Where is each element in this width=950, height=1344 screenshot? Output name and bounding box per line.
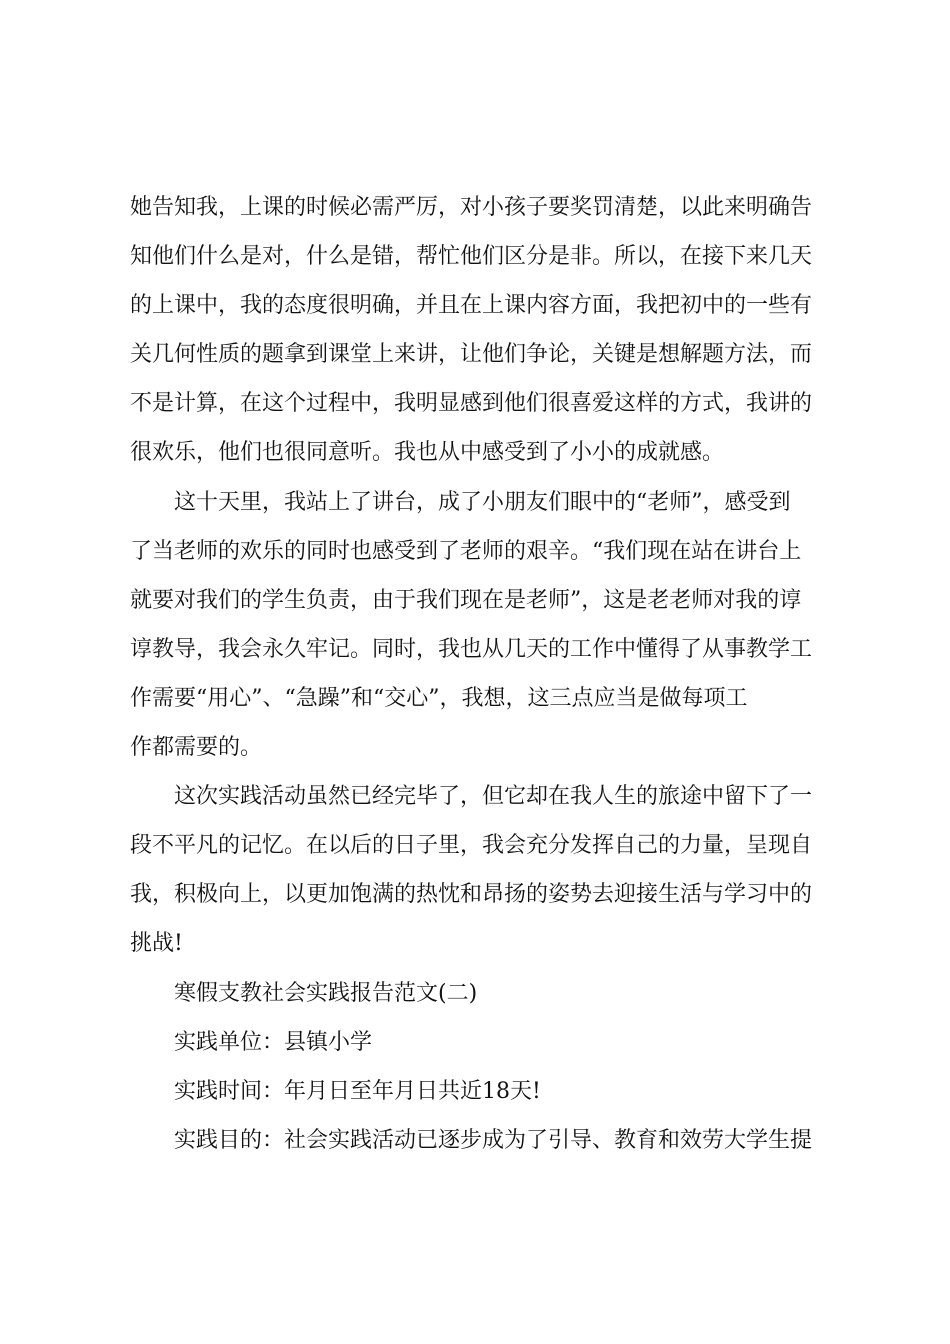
paragraph-1-line: 她告知我，上课的时候必需严厉，对小孩子要奖罚清楚，以此来明确告 bbox=[130, 195, 813, 220]
practice-unit: 实践单位：县镇小学 bbox=[174, 1029, 373, 1055]
practice-time: 实践时间：年月日至年月日共近18天! bbox=[174, 1078, 541, 1104]
paragraph-2-line: 谆教导，我会永久牢记。同时，我也从几天的工作中懂得了从事教学工 bbox=[130, 636, 813, 662]
paragraph-2-line: 了当老师的欢乐的同时也感受到了老师的艰辛。“我们现在站在讲台上 bbox=[130, 538, 802, 564]
paragraph-1-line: 关几何性质的题拿到课堂上来讲，让他们争论，关键是想解题方法，而 bbox=[130, 342, 813, 368]
paragraph-1-line: 不是计算，在这个过程中，我明显感到他们很喜爱这样的方式，我讲的 bbox=[130, 391, 813, 417]
paragraph-1-line: 的上课中，我的态度很明确，并且在上课内容方面，我把初中的一些有 bbox=[130, 293, 813, 319]
paragraph-3-line: 段不平凡的记忆。在以后的日子里，我会充分发挥自己的力量，呈现自 bbox=[130, 833, 813, 859]
paragraph-2-line: 就要对我们的学生负责，由于我们现在是老师”，这是老老师对我的谆 bbox=[130, 587, 802, 613]
paragraph-1-line: 很欢乐，他们也很同意听。我也从中感受到了小小的成就感。 bbox=[130, 440, 725, 466]
paragraph-3-line: 挑战! bbox=[130, 931, 183, 957]
paragraph-2-line: 这十天里，我站上了讲台，成了小朋友们眼中的“老师”，感受到 bbox=[174, 489, 791, 515]
paragraph-2-line: 作需要“用心”、“急躁”和“交心”，我想，这三点应当是做每项工 bbox=[130, 685, 748, 711]
paragraph-1-line: 知他们什么是对，什么是错，帮忙他们区分是非。所以，在接下来几天 bbox=[130, 244, 813, 270]
paragraph-3-line: 我，积极向上，以更加饱满的热忱和昂扬的姿势去迎接生活与学习中的 bbox=[130, 882, 813, 908]
practice-purpose: 实践目的：社会实践活动已逐步成为了引导、教育和效劳大学生提 bbox=[174, 1127, 813, 1153]
paragraph-3-line: 这次实践活动虽然已经完毕了，但它却在我人生的旅途中留下了一 bbox=[174, 784, 813, 810]
document-body bbox=[130, 183, 830, 1165]
paragraph-2-line: 作都需要的。 bbox=[130, 735, 263, 761]
section-title: 寒假支教社会实践报告范文(二) bbox=[174, 980, 478, 1006]
